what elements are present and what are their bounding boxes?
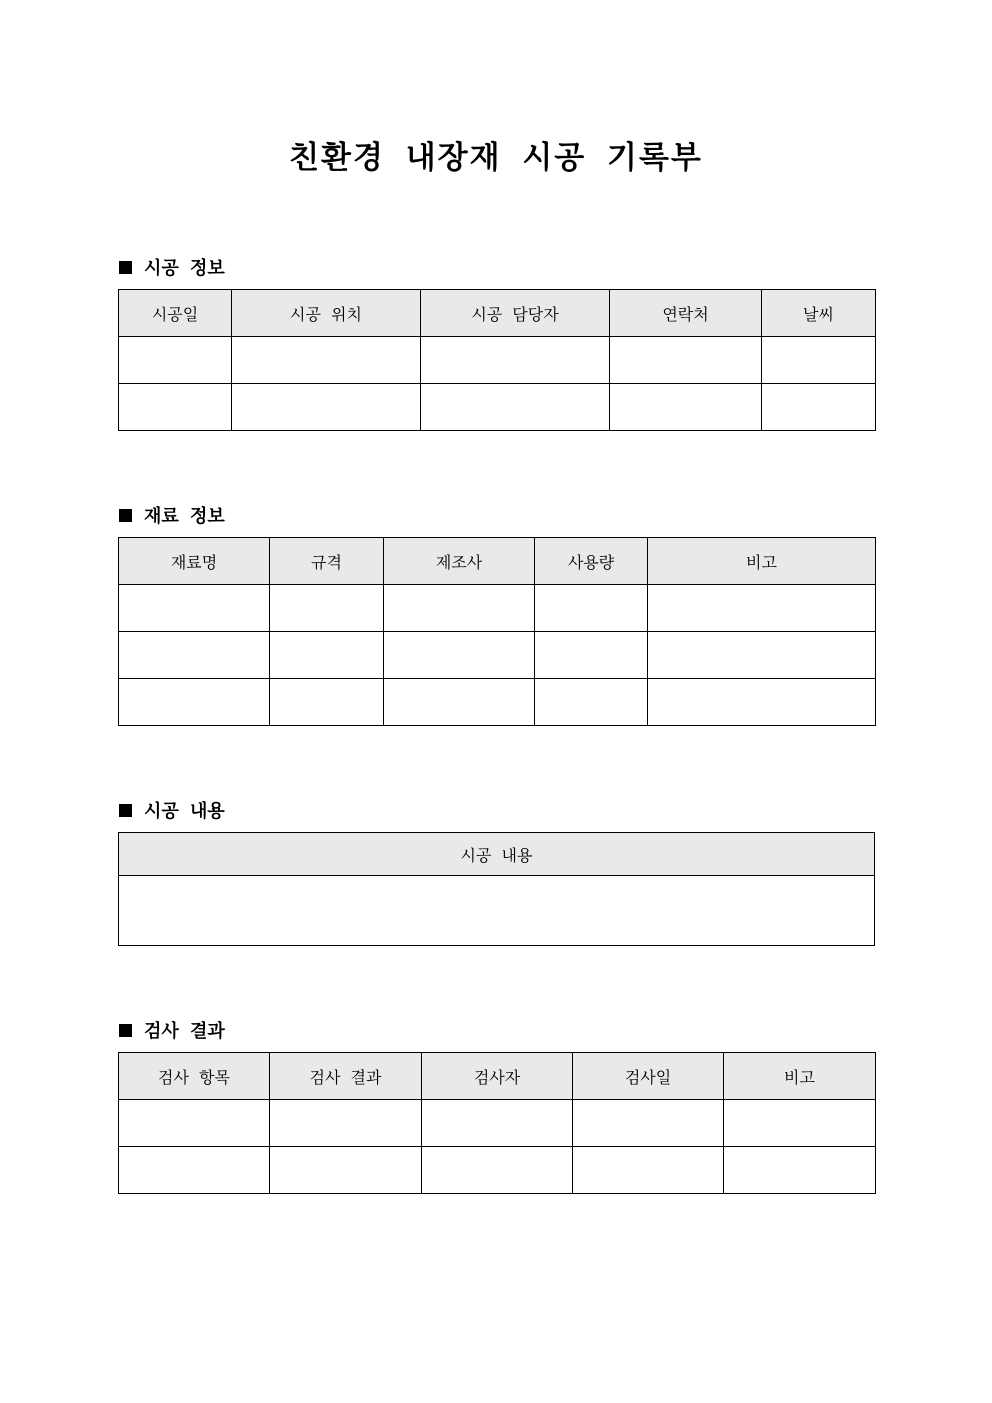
column-header: 시공 위치 bbox=[232, 290, 421, 337]
table-cell[interactable] bbox=[232, 384, 421, 431]
table-row bbox=[119, 632, 876, 679]
section-heading-label: 재료 정보 bbox=[144, 506, 225, 527]
column-header: 검사 항목 bbox=[119, 1053, 270, 1100]
table-row bbox=[119, 337, 876, 384]
table-cell[interactable] bbox=[648, 585, 876, 632]
table-cell[interactable] bbox=[119, 1100, 270, 1147]
construction-content-table bbox=[118, 832, 875, 946]
table-cell[interactable] bbox=[270, 632, 384, 679]
table-row bbox=[119, 876, 875, 946]
table-cell[interactable] bbox=[119, 384, 232, 431]
table-cell[interactable] bbox=[119, 679, 270, 726]
column-header: 규격 bbox=[270, 538, 384, 585]
table-cell[interactable] bbox=[119, 632, 270, 679]
table-cell[interactable] bbox=[724, 1100, 876, 1147]
column-header: 날씨 bbox=[762, 290, 876, 337]
table-row bbox=[119, 679, 876, 726]
document-title: 친환경 내장재 시공 기록부 bbox=[289, 140, 703, 176]
table-cell[interactable] bbox=[610, 337, 762, 384]
table-cell[interactable] bbox=[535, 632, 648, 679]
section-heading-inspection-result bbox=[119, 1017, 225, 1043]
table-header-row bbox=[119, 1053, 876, 1100]
table-cell[interactable] bbox=[384, 585, 535, 632]
section-heading-construction-content bbox=[119, 797, 225, 823]
table-cell[interactable] bbox=[573, 1147, 724, 1194]
table-cell[interactable] bbox=[573, 1100, 724, 1147]
section-heading-material-info bbox=[119, 502, 225, 528]
table-header-row bbox=[119, 538, 876, 585]
material-info-table bbox=[118, 537, 876, 726]
construction-info-table bbox=[118, 289, 876, 431]
table-cell[interactable] bbox=[421, 384, 610, 431]
table-cell[interactable] bbox=[422, 1147, 573, 1194]
table-row bbox=[119, 1100, 876, 1147]
column-header: 검사자 bbox=[422, 1053, 573, 1100]
table-cell[interactable] bbox=[724, 1147, 876, 1194]
column-header: 검사 결과 bbox=[270, 1053, 422, 1100]
black-square-icon bbox=[119, 804, 132, 817]
section-heading-construction-info bbox=[119, 254, 225, 280]
column-header: 연락처 bbox=[610, 290, 762, 337]
table-cell[interactable] bbox=[762, 337, 876, 384]
table-cell[interactable] bbox=[384, 679, 535, 726]
table-cell[interactable] bbox=[535, 585, 648, 632]
table-row bbox=[119, 585, 876, 632]
table-cell[interactable] bbox=[119, 337, 232, 384]
section-heading-label: 검사 결과 bbox=[144, 1021, 225, 1042]
table-cell[interactable] bbox=[270, 1147, 422, 1194]
column-header: 사용량 bbox=[535, 538, 648, 585]
black-square-icon bbox=[119, 261, 132, 274]
table-cell[interactable] bbox=[119, 1147, 270, 1194]
table-cell[interactable] bbox=[762, 384, 876, 431]
table-cell[interactable] bbox=[648, 679, 876, 726]
column-header: 시공일 bbox=[119, 290, 232, 337]
table-cell[interactable] bbox=[270, 585, 384, 632]
table-header-row bbox=[119, 833, 875, 876]
column-header: 제조사 bbox=[384, 538, 535, 585]
inspection-result-table bbox=[118, 1052, 876, 1194]
column-header: 시공 담당자 bbox=[421, 290, 610, 337]
black-square-icon bbox=[119, 509, 132, 522]
section-heading-label: 시공 내용 bbox=[144, 801, 225, 822]
content-cell[interactable] bbox=[119, 876, 875, 946]
column-header: 시공 내용 bbox=[119, 833, 875, 876]
table-cell[interactable] bbox=[270, 679, 384, 726]
column-header: 재료명 bbox=[119, 538, 270, 585]
table-cell[interactable] bbox=[270, 1100, 422, 1147]
black-square-icon bbox=[119, 1024, 132, 1037]
table-header-row bbox=[119, 290, 876, 337]
column-header: 검사일 bbox=[573, 1053, 724, 1100]
table-row bbox=[119, 1147, 876, 1194]
table-cell[interactable] bbox=[422, 1100, 573, 1147]
table-cell[interactable] bbox=[648, 632, 876, 679]
table-cell[interactable] bbox=[421, 337, 610, 384]
table-cell[interactable] bbox=[232, 337, 421, 384]
table-cell[interactable] bbox=[119, 585, 270, 632]
column-header: 비고 bbox=[724, 1053, 876, 1100]
table-cell[interactable] bbox=[610, 384, 762, 431]
section-heading-label: 시공 정보 bbox=[144, 258, 225, 279]
column-header: 비고 bbox=[648, 538, 876, 585]
table-row bbox=[119, 384, 876, 431]
table-cell[interactable] bbox=[535, 679, 648, 726]
table-cell[interactable] bbox=[384, 632, 535, 679]
